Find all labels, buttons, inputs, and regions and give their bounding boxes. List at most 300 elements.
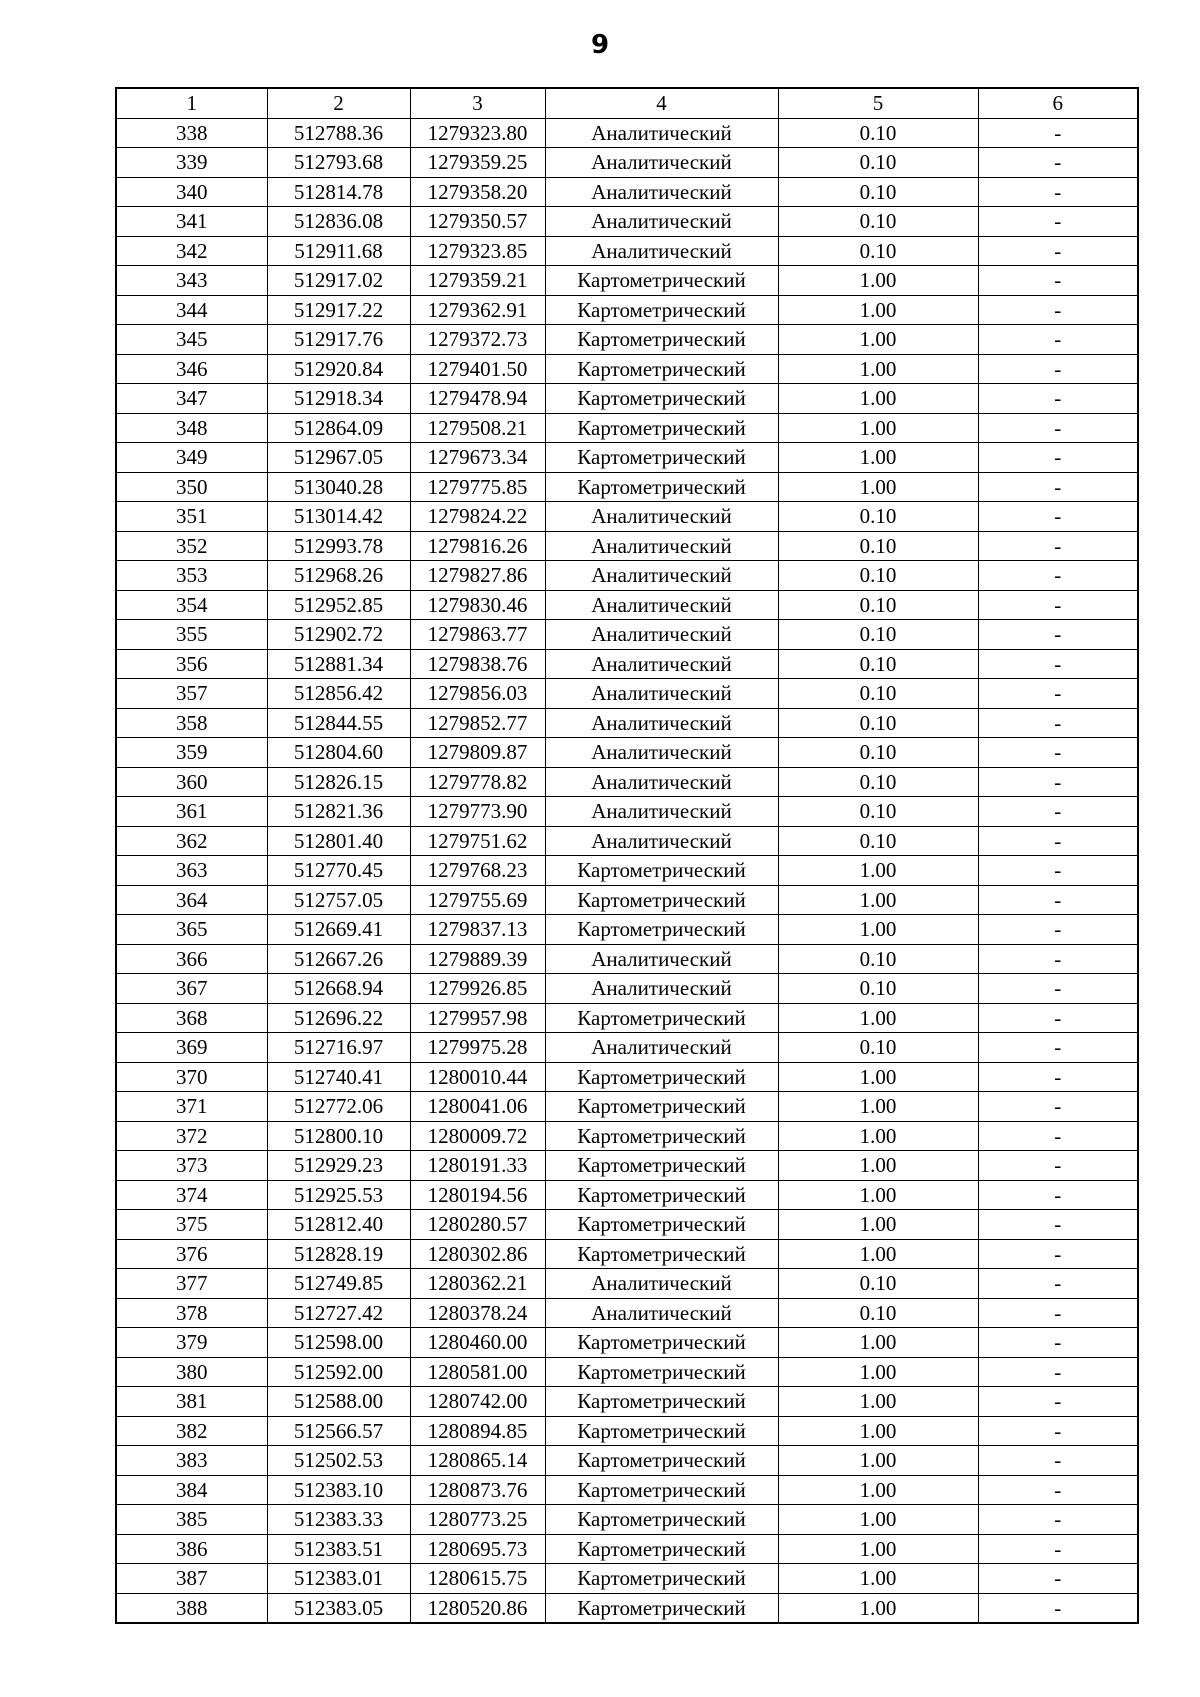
table-row [116, 207, 1138, 237]
table-row [116, 1387, 1138, 1417]
x-coordinate-cell: 512826.15 [267, 767, 410, 797]
note-cell: - [978, 531, 1138, 561]
point-number-cell: 358 [116, 708, 267, 738]
note-cell: - [978, 413, 1138, 443]
method-cell: Картометрический [545, 1475, 778, 1505]
x-coordinate-cell: 512383.33 [267, 1505, 410, 1535]
point-number-cell: 367 [116, 974, 267, 1004]
y-coordinate-cell: 1279359.21 [410, 266, 545, 296]
y-coordinate-cell: 1279768.23 [410, 856, 545, 886]
table-row [116, 1121, 1138, 1151]
x-coordinate-cell: 512821.36 [267, 797, 410, 827]
method-cell: Аналитический [545, 561, 778, 591]
accuracy-cell: 0.10 [778, 148, 978, 178]
accuracy-cell: 1.00 [778, 384, 978, 414]
note-cell: - [978, 1328, 1138, 1358]
accuracy-cell: 0.10 [778, 1033, 978, 1063]
x-coordinate-cell: 512668.94 [267, 974, 410, 1004]
point-number-cell: 361 [116, 797, 267, 827]
y-coordinate-cell: 1279323.80 [410, 118, 545, 148]
accuracy-cell: 1.00 [778, 885, 978, 915]
point-number-cell: 376 [116, 1239, 267, 1269]
table-row [116, 1357, 1138, 1387]
x-coordinate-cell: 512669.41 [267, 915, 410, 945]
x-coordinate-cell: 512920.84 [267, 354, 410, 384]
y-coordinate-cell: 1279362.91 [410, 295, 545, 325]
y-coordinate-cell: 1279837.13 [410, 915, 545, 945]
x-coordinate-cell: 512383.01 [267, 1564, 410, 1594]
accuracy-cell: 1.00 [778, 1505, 978, 1535]
method-cell: Аналитический [545, 502, 778, 532]
y-coordinate-cell: 1279824.22 [410, 502, 545, 532]
method-cell: Аналитический [545, 649, 778, 679]
point-number-cell: 344 [116, 295, 267, 325]
method-cell: Аналитический [545, 974, 778, 1004]
table-row [116, 1564, 1138, 1594]
point-number-cell: 363 [116, 856, 267, 886]
note-cell: - [978, 443, 1138, 473]
method-cell: Аналитический [545, 207, 778, 237]
x-coordinate-cell: 512788.36 [267, 118, 410, 148]
y-coordinate-cell: 1280460.00 [410, 1328, 545, 1358]
method-cell: Картометрический [545, 1357, 778, 1387]
point-number-cell: 365 [116, 915, 267, 945]
note-cell: - [978, 118, 1138, 148]
method-cell: Картометрический [545, 354, 778, 384]
y-coordinate-cell: 1280009.72 [410, 1121, 545, 1151]
x-coordinate-cell: 512967.05 [267, 443, 410, 473]
point-number-cell: 380 [116, 1357, 267, 1387]
method-cell: Аналитический [545, 1269, 778, 1299]
y-coordinate-cell: 1279751.62 [410, 826, 545, 856]
x-coordinate-cell: 512588.00 [267, 1387, 410, 1417]
y-coordinate-cell: 1280520.86 [410, 1593, 545, 1623]
point-number-cell: 378 [116, 1298, 267, 1328]
method-cell: Картометрический [545, 1564, 778, 1594]
note-cell: - [978, 856, 1138, 886]
x-coordinate-cell: 512917.22 [267, 295, 410, 325]
method-cell: Картометрический [545, 295, 778, 325]
accuracy-cell: 1.00 [778, 1003, 978, 1033]
x-coordinate-cell: 512502.53 [267, 1446, 410, 1476]
x-coordinate-cell: 512772.06 [267, 1092, 410, 1122]
x-coordinate-cell: 512383.10 [267, 1475, 410, 1505]
point-number-cell: 366 [116, 944, 267, 974]
x-coordinate-cell: 512918.34 [267, 384, 410, 414]
table-row [116, 177, 1138, 207]
point-number-cell: 341 [116, 207, 267, 237]
x-coordinate-cell: 512812.40 [267, 1210, 410, 1240]
point-number-cell: 340 [116, 177, 267, 207]
accuracy-cell: 1.00 [778, 1446, 978, 1476]
table-row [116, 384, 1138, 414]
point-number-cell: 371 [116, 1092, 267, 1122]
point-number-cell: 359 [116, 738, 267, 768]
method-cell: Картометрический [545, 1534, 778, 1564]
method-cell: Картометрический [545, 856, 778, 886]
method-cell: Картометрический [545, 1062, 778, 1092]
y-coordinate-cell: 1279926.85 [410, 974, 545, 1004]
method-cell: Аналитический [545, 767, 778, 797]
y-coordinate-cell: 1279323.85 [410, 236, 545, 266]
x-coordinate-cell: 512696.22 [267, 1003, 410, 1033]
method-cell: Картометрический [545, 1387, 778, 1417]
y-coordinate-cell: 1279889.39 [410, 944, 545, 974]
point-number-cell: 364 [116, 885, 267, 915]
method-cell: Аналитический [545, 118, 778, 148]
note-cell: - [978, 354, 1138, 384]
y-coordinate-cell: 1279372.73 [410, 325, 545, 355]
x-coordinate-cell: 512793.68 [267, 148, 410, 178]
table-header-row [116, 88, 1138, 118]
point-number-cell: 345 [116, 325, 267, 355]
accuracy-cell: 1.00 [778, 1416, 978, 1446]
note-cell: - [978, 1003, 1138, 1033]
method-cell: Картометрический [545, 1210, 778, 1240]
method-cell: Аналитический [545, 236, 778, 266]
table-row [116, 1180, 1138, 1210]
accuracy-cell: 0.10 [778, 1298, 978, 1328]
x-coordinate-cell: 513014.42 [267, 502, 410, 532]
method-cell: Картометрический [545, 1446, 778, 1476]
accuracy-cell: 0.10 [778, 974, 978, 1004]
accuracy-cell: 0.10 [778, 767, 978, 797]
y-coordinate-cell: 1279778.82 [410, 767, 545, 797]
table-row [116, 944, 1138, 974]
x-coordinate-cell: 512566.57 [267, 1416, 410, 1446]
x-coordinate-cell: 512864.09 [267, 413, 410, 443]
y-coordinate-cell: 1280742.00 [410, 1387, 545, 1417]
accuracy-cell: 1.00 [778, 1387, 978, 1417]
y-coordinate-cell: 1279957.98 [410, 1003, 545, 1033]
x-coordinate-cell: 512993.78 [267, 531, 410, 561]
method-cell: Картометрический [545, 1003, 778, 1033]
method-cell: Аналитический [545, 1033, 778, 1063]
note-cell: - [978, 590, 1138, 620]
x-coordinate-cell: 512836.08 [267, 207, 410, 237]
accuracy-cell: 0.10 [778, 797, 978, 827]
note-cell: - [978, 797, 1138, 827]
point-number-cell: 342 [116, 236, 267, 266]
note-cell: - [978, 1593, 1138, 1623]
y-coordinate-cell: 1279827.86 [410, 561, 545, 591]
x-coordinate-cell: 512667.26 [267, 944, 410, 974]
table-row [116, 561, 1138, 591]
method-cell: Картометрический [545, 1180, 778, 1210]
y-coordinate-cell: 1280873.76 [410, 1475, 545, 1505]
table-row [116, 974, 1138, 1004]
point-number-cell: 346 [116, 354, 267, 384]
point-number-cell: 356 [116, 649, 267, 679]
method-cell: Картометрический [545, 1239, 778, 1269]
x-coordinate-cell: 512770.45 [267, 856, 410, 886]
y-coordinate-cell: 1280010.44 [410, 1062, 545, 1092]
note-cell: - [978, 502, 1138, 532]
y-coordinate-cell: 1279816.26 [410, 531, 545, 561]
accuracy-cell: 1.00 [778, 1210, 978, 1240]
x-coordinate-cell: 512814.78 [267, 177, 410, 207]
table-row [116, 1416, 1138, 1446]
note-cell: - [978, 266, 1138, 296]
accuracy-cell: 0.10 [778, 531, 978, 561]
method-cell: Картометрический [545, 325, 778, 355]
y-coordinate-cell: 1279508.21 [410, 413, 545, 443]
note-cell: - [978, 826, 1138, 856]
y-coordinate-cell: 1279838.76 [410, 649, 545, 679]
accuracy-cell: 0.10 [778, 826, 978, 856]
x-coordinate-cell: 512844.55 [267, 708, 410, 738]
column-header: 3 [410, 88, 545, 118]
note-cell: - [978, 944, 1138, 974]
point-number-cell: 357 [116, 679, 267, 709]
method-cell: Аналитический [545, 708, 778, 738]
method-cell: Картометрический [545, 1328, 778, 1358]
table-row [116, 325, 1138, 355]
accuracy-cell: 0.10 [778, 502, 978, 532]
note-cell: - [978, 767, 1138, 797]
accuracy-cell: 0.10 [778, 1269, 978, 1299]
note-cell: - [978, 561, 1138, 591]
y-coordinate-cell: 1279358.20 [410, 177, 545, 207]
note-cell: - [978, 738, 1138, 768]
table-row [116, 1475, 1138, 1505]
accuracy-cell: 0.10 [778, 177, 978, 207]
method-cell: Картометрический [545, 915, 778, 945]
note-cell: - [978, 1416, 1138, 1446]
note-cell: - [978, 1357, 1138, 1387]
accuracy-cell: 1.00 [778, 1239, 978, 1269]
method-cell: Аналитический [545, 177, 778, 207]
note-cell: - [978, 649, 1138, 679]
point-number-cell: 370 [116, 1062, 267, 1092]
method-cell: Аналитический [545, 531, 778, 561]
table-row [116, 413, 1138, 443]
x-coordinate-cell: 512911.68 [267, 236, 410, 266]
note-cell: - [978, 1033, 1138, 1063]
table-row [116, 266, 1138, 296]
point-number-cell: 348 [116, 413, 267, 443]
accuracy-cell: 0.10 [778, 649, 978, 679]
x-coordinate-cell: 512757.05 [267, 885, 410, 915]
note-cell: - [978, 1151, 1138, 1181]
table-row [116, 1210, 1138, 1240]
table-row [116, 236, 1138, 266]
x-coordinate-cell: 512804.60 [267, 738, 410, 768]
note-cell: - [978, 1298, 1138, 1328]
note-cell: - [978, 325, 1138, 355]
accuracy-cell: 1.00 [778, 266, 978, 296]
accuracy-cell: 1.00 [778, 1151, 978, 1181]
table-row [116, 1092, 1138, 1122]
note-cell: - [978, 1092, 1138, 1122]
point-number-cell: 343 [116, 266, 267, 296]
y-coordinate-cell: 1279975.28 [410, 1033, 545, 1063]
table-row [116, 826, 1138, 856]
y-coordinate-cell: 1279852.77 [410, 708, 545, 738]
y-coordinate-cell: 1280695.73 [410, 1534, 545, 1564]
method-cell: Аналитический [545, 826, 778, 856]
x-coordinate-cell: 512828.19 [267, 1239, 410, 1269]
accuracy-cell: 0.10 [778, 118, 978, 148]
point-number-cell: 383 [116, 1446, 267, 1476]
table-row [116, 649, 1138, 679]
x-coordinate-cell: 512592.00 [267, 1357, 410, 1387]
y-coordinate-cell: 1280615.75 [410, 1564, 545, 1594]
table-row [116, 354, 1138, 384]
note-cell: - [978, 207, 1138, 237]
point-number-cell: 338 [116, 118, 267, 148]
note-cell: - [978, 1239, 1138, 1269]
y-coordinate-cell: 1279856.03 [410, 679, 545, 709]
y-coordinate-cell: 1280581.00 [410, 1357, 545, 1387]
table-row [116, 118, 1138, 148]
table-row [116, 148, 1138, 178]
point-number-cell: 368 [116, 1003, 267, 1033]
y-coordinate-cell: 1280194.56 [410, 1180, 545, 1210]
point-number-cell: 384 [116, 1475, 267, 1505]
method-cell: Аналитический [545, 590, 778, 620]
column-header: 6 [978, 88, 1138, 118]
table-row [116, 915, 1138, 945]
accuracy-cell: 0.10 [778, 207, 978, 237]
accuracy-cell: 0.10 [778, 738, 978, 768]
x-coordinate-cell: 512968.26 [267, 561, 410, 591]
note-cell: - [978, 1062, 1138, 1092]
method-cell: Картометрический [545, 266, 778, 296]
table-row [116, 1298, 1138, 1328]
y-coordinate-cell: 1280041.06 [410, 1092, 545, 1122]
method-cell: Картометрический [545, 413, 778, 443]
point-number-cell: 350 [116, 472, 267, 502]
x-coordinate-cell: 512856.42 [267, 679, 410, 709]
x-coordinate-cell: 512383.05 [267, 1593, 410, 1623]
method-cell: Аналитический [545, 620, 778, 650]
accuracy-cell: 1.00 [778, 856, 978, 886]
accuracy-cell: 1.00 [778, 325, 978, 355]
y-coordinate-cell: 1280191.33 [410, 1151, 545, 1181]
x-coordinate-cell: 512929.23 [267, 1151, 410, 1181]
y-coordinate-cell: 1279830.46 [410, 590, 545, 620]
accuracy-cell: 1.00 [778, 1062, 978, 1092]
note-cell: - [978, 177, 1138, 207]
table-row [116, 1269, 1138, 1299]
note-cell: - [978, 295, 1138, 325]
accuracy-cell: 0.10 [778, 561, 978, 591]
table-row [116, 1033, 1138, 1063]
table-row [116, 620, 1138, 650]
accuracy-cell: 1.00 [778, 1328, 978, 1358]
method-cell: Картометрический [545, 1092, 778, 1122]
note-cell: - [978, 1505, 1138, 1535]
note-cell: - [978, 1446, 1138, 1476]
y-coordinate-cell: 1279773.90 [410, 797, 545, 827]
table-row [116, 472, 1138, 502]
point-number-cell: 387 [116, 1564, 267, 1594]
y-coordinate-cell: 1280378.24 [410, 1298, 545, 1328]
point-number-cell: 360 [116, 767, 267, 797]
point-number-cell: 385 [116, 1505, 267, 1535]
page-number: 9 [590, 30, 610, 60]
table-row [116, 502, 1138, 532]
note-cell: - [978, 1475, 1138, 1505]
point-number-cell: 362 [116, 826, 267, 856]
accuracy-cell: 1.00 [778, 472, 978, 502]
y-coordinate-cell: 1279755.69 [410, 885, 545, 915]
column-header: 1 [116, 88, 267, 118]
y-coordinate-cell: 1280280.57 [410, 1210, 545, 1240]
table-row [116, 679, 1138, 709]
column-header: 2 [267, 88, 410, 118]
y-coordinate-cell: 1280865.14 [410, 1446, 545, 1476]
accuracy-cell: 0.10 [778, 679, 978, 709]
x-coordinate-cell: 512749.85 [267, 1269, 410, 1299]
method-cell: Картометрический [545, 1505, 778, 1535]
accuracy-cell: 1.00 [778, 295, 978, 325]
table-row [116, 531, 1138, 561]
point-number-cell: 375 [116, 1210, 267, 1240]
method-cell: Аналитический [545, 679, 778, 709]
method-cell: Картометрический [545, 472, 778, 502]
note-cell: - [978, 1121, 1138, 1151]
table-row [116, 1505, 1138, 1535]
note-cell: - [978, 1534, 1138, 1564]
y-coordinate-cell: 1280894.85 [410, 1416, 545, 1446]
note-cell: - [978, 384, 1138, 414]
point-number-cell: 339 [116, 148, 267, 178]
point-number-cell: 373 [116, 1151, 267, 1181]
x-coordinate-cell: 512801.40 [267, 826, 410, 856]
x-coordinate-cell: 512598.00 [267, 1328, 410, 1358]
table-row [116, 295, 1138, 325]
accuracy-cell: 0.10 [778, 620, 978, 650]
note-cell: - [978, 620, 1138, 650]
y-coordinate-cell: 1279673.34 [410, 443, 545, 473]
method-cell: Аналитический [545, 944, 778, 974]
x-coordinate-cell: 512727.42 [267, 1298, 410, 1328]
method-cell: Картометрический [545, 443, 778, 473]
accuracy-cell: 0.10 [778, 708, 978, 738]
accuracy-cell: 0.10 [778, 590, 978, 620]
accuracy-cell: 1.00 [778, 443, 978, 473]
x-coordinate-cell: 512716.97 [267, 1033, 410, 1063]
accuracy-cell: 1.00 [778, 413, 978, 443]
method-cell: Картометрический [545, 1416, 778, 1446]
table-row [116, 767, 1138, 797]
table-row [116, 1151, 1138, 1181]
table-row [116, 1003, 1138, 1033]
point-number-cell: 351 [116, 502, 267, 532]
table-row [116, 708, 1138, 738]
note-cell: - [978, 1269, 1138, 1299]
method-cell: Аналитический [545, 738, 778, 768]
point-number-cell: 355 [116, 620, 267, 650]
y-coordinate-cell: 1280362.21 [410, 1269, 545, 1299]
table-row [116, 738, 1138, 768]
point-number-cell: 354 [116, 590, 267, 620]
point-number-cell: 369 [116, 1033, 267, 1063]
note-cell: - [978, 915, 1138, 945]
table-row [116, 1446, 1138, 1476]
x-coordinate-cell: 512881.34 [267, 649, 410, 679]
x-coordinate-cell: 512917.02 [267, 266, 410, 296]
table-row [116, 590, 1138, 620]
x-coordinate-cell: 512800.10 [267, 1121, 410, 1151]
table-row [116, 443, 1138, 473]
method-cell: Картометрический [545, 885, 778, 915]
table-row [116, 885, 1138, 915]
y-coordinate-cell: 1279359.25 [410, 148, 545, 178]
note-cell: - [978, 1210, 1138, 1240]
